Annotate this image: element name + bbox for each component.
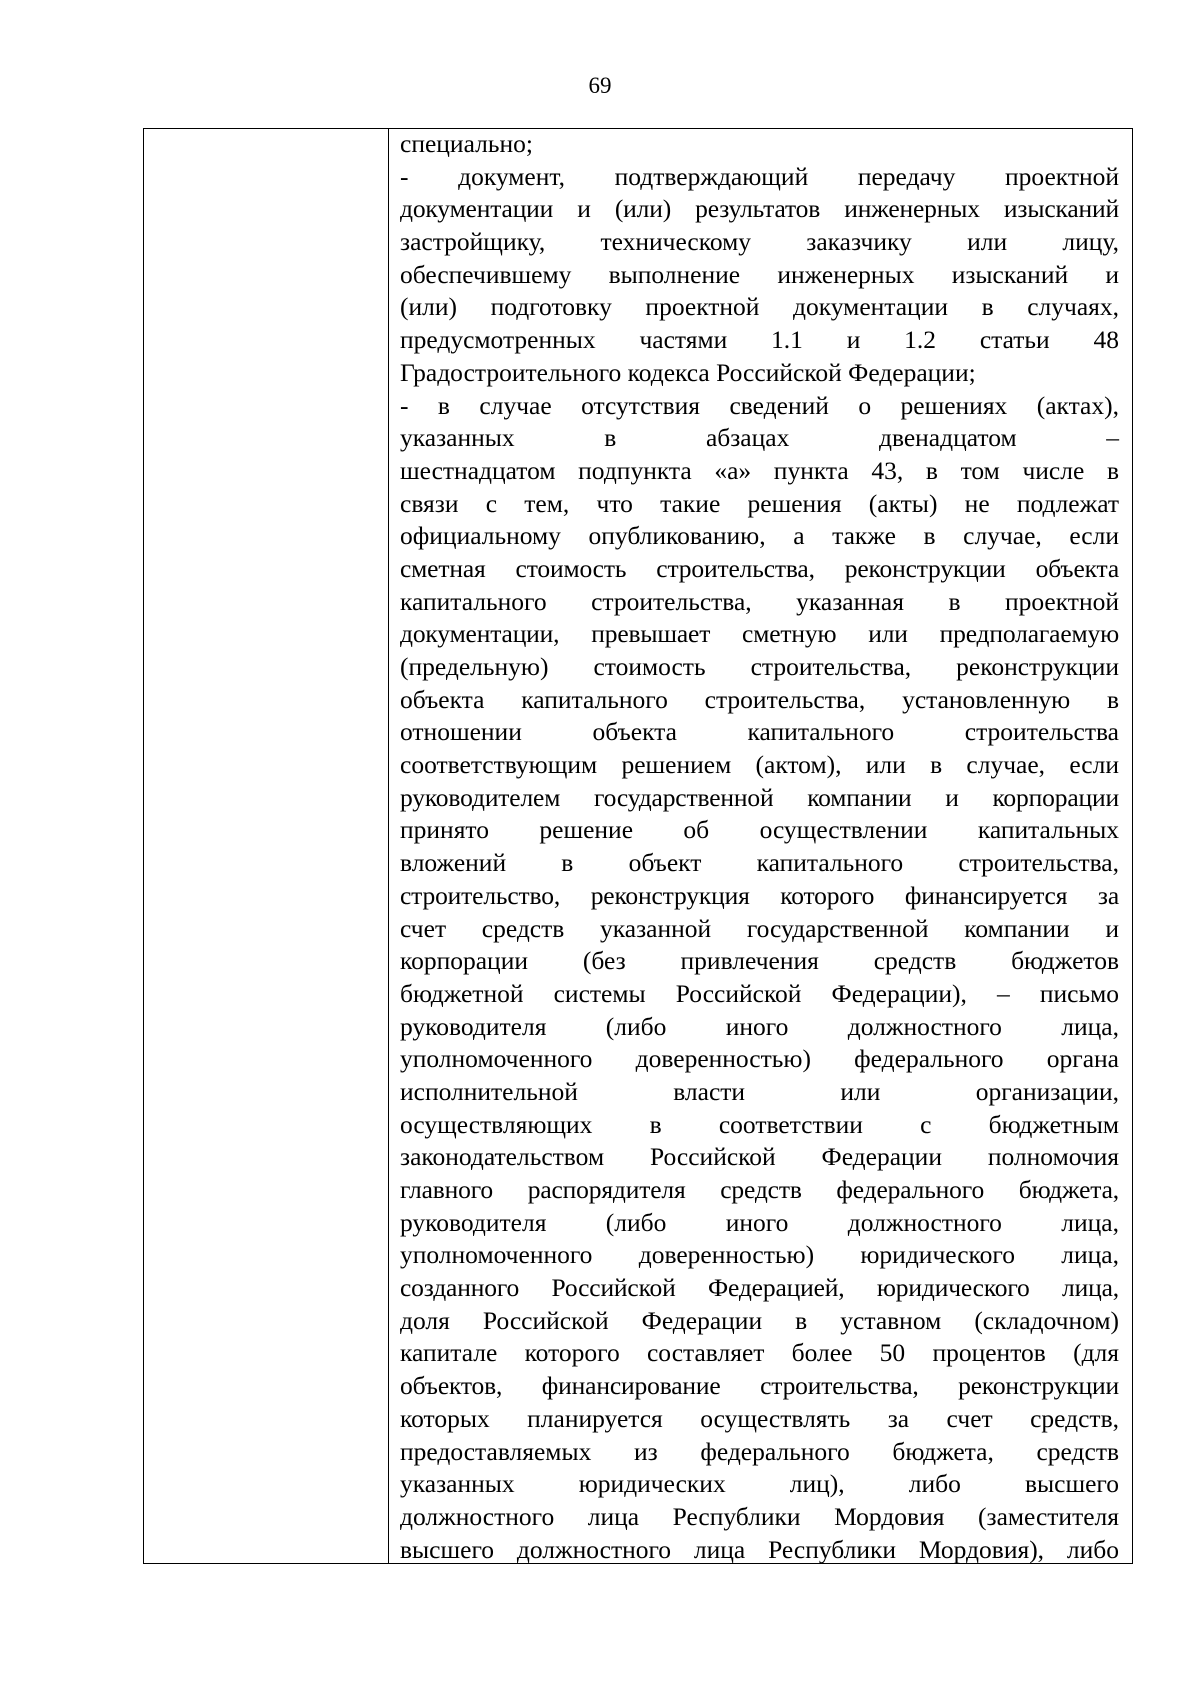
text-line: доля Российской Федерации в уставном (складочном) — [400, 1305, 1119, 1335]
text-line: обеспечившему выполнение инженерных изысканий и — [400, 259, 1119, 289]
text-line: высшего должностного лица Республики Мордовия), либо — [400, 1534, 1119, 1563]
text-line: созданного Российской Федерацией, юридического лица, — [400, 1273, 1119, 1303]
text-line: специально; — [400, 129, 533, 158]
text-line: капитале которого составляет более 50 процентов (для — [400, 1338, 1119, 1368]
text-line: главного распорядителя средств федерального бюджета, — [400, 1175, 1119, 1204]
text-line: законодательством Российской Федерации полномочия — [400, 1142, 1119, 1172]
text-line: руководителя (либо иного должностного лица, — [400, 1011, 1119, 1041]
text-line: уполномоченного доверенностью) федерального органа — [400, 1044, 1119, 1074]
text-line: объектов, финансирование строительства, реконструкции — [400, 1371, 1119, 1401]
text-line: сметная стоимость строительства, реконструкции объекта — [400, 553, 1119, 583]
table-left-cell — [144, 129, 389, 1563]
text-line: уполномоченного доверенностью) юридического лица, — [400, 1240, 1119, 1270]
text-line: отношении объекта капитального строительства — [400, 717, 1119, 747]
text-line: Градостроительного кодекса Российской Федерации; — [400, 357, 976, 387]
text-line: предоставляемых из федерального бюджета, средств — [400, 1436, 1119, 1466]
text-line: застройщику, техническому заказчику или лицу, — [400, 227, 1119, 257]
text-line: указанных юридических лиц), либо высшего — [400, 1469, 1119, 1499]
text-line: - документ, подтверждающий передачу проектной — [400, 161, 1119, 191]
text-line: корпорации (без привлечения средств бюджетов — [400, 946, 1119, 976]
table-right-cell — [389, 129, 1132, 1563]
text-line: (или) подготовку проектной документации в случаях, — [400, 292, 1119, 322]
text-line: исполнительной власти или организации, — [400, 1076, 1119, 1106]
page-number: 69 — [588, 73, 612, 98]
text-line: которых планируется осуществлять за счет средств, — [400, 1403, 1119, 1433]
text-line: строительство, реконструкция которого финансируется за — [400, 880, 1119, 910]
text-line: предусмотренных частями 1.1 и 1.2 статьи 48 — [400, 325, 1119, 355]
text-line: счет средств указанной государственной компании и — [400, 913, 1119, 943]
text-line: вложений в объект капитального строительства, — [400, 848, 1119, 878]
text-line: шестнадцатом подпункта «а» пункта 43, в том числе в — [400, 455, 1119, 485]
text-line: - в случае отсутствия сведений о решениях (актах), — [400, 390, 1119, 420]
text-line: руководителем государственной компании и корпорации — [400, 782, 1119, 812]
text-line: должностного лица Республики Мордовия (заместителя — [400, 1501, 1119, 1531]
text-line: бюджетной системы Российской Федерации), – письмо — [400, 978, 1119, 1008]
text-line: капитального строительства, указанная в проектной — [400, 586, 1119, 616]
text-line: объекта капитального строительства, установленную в — [400, 684, 1119, 714]
document-table — [143, 128, 1133, 1564]
text-line: указанных в абзацах двенадцатом – — [400, 423, 1119, 453]
text-line: (предельную) стоимость строительства, реконструкции — [400, 652, 1119, 681]
text-line: руководителя (либо иного должностного лица, — [400, 1207, 1119, 1237]
text-line: документации и (или) результатов инженерных изысканий — [400, 194, 1119, 224]
text-line: соответствующим решением (актом), или в случае, если — [400, 750, 1119, 780]
text-line: связи с тем, что такие решения (акты) не подлежат — [400, 488, 1119, 518]
text-line: официальному опубликованию, а также в случае, если — [400, 521, 1119, 551]
text-line: принято решение об осуществлении капитальных — [400, 815, 1119, 845]
text-line: документации, превышает сметную или предполагаемую — [400, 619, 1119, 649]
text-line: осуществляющих в соответствии с бюджетным — [400, 1109, 1119, 1139]
